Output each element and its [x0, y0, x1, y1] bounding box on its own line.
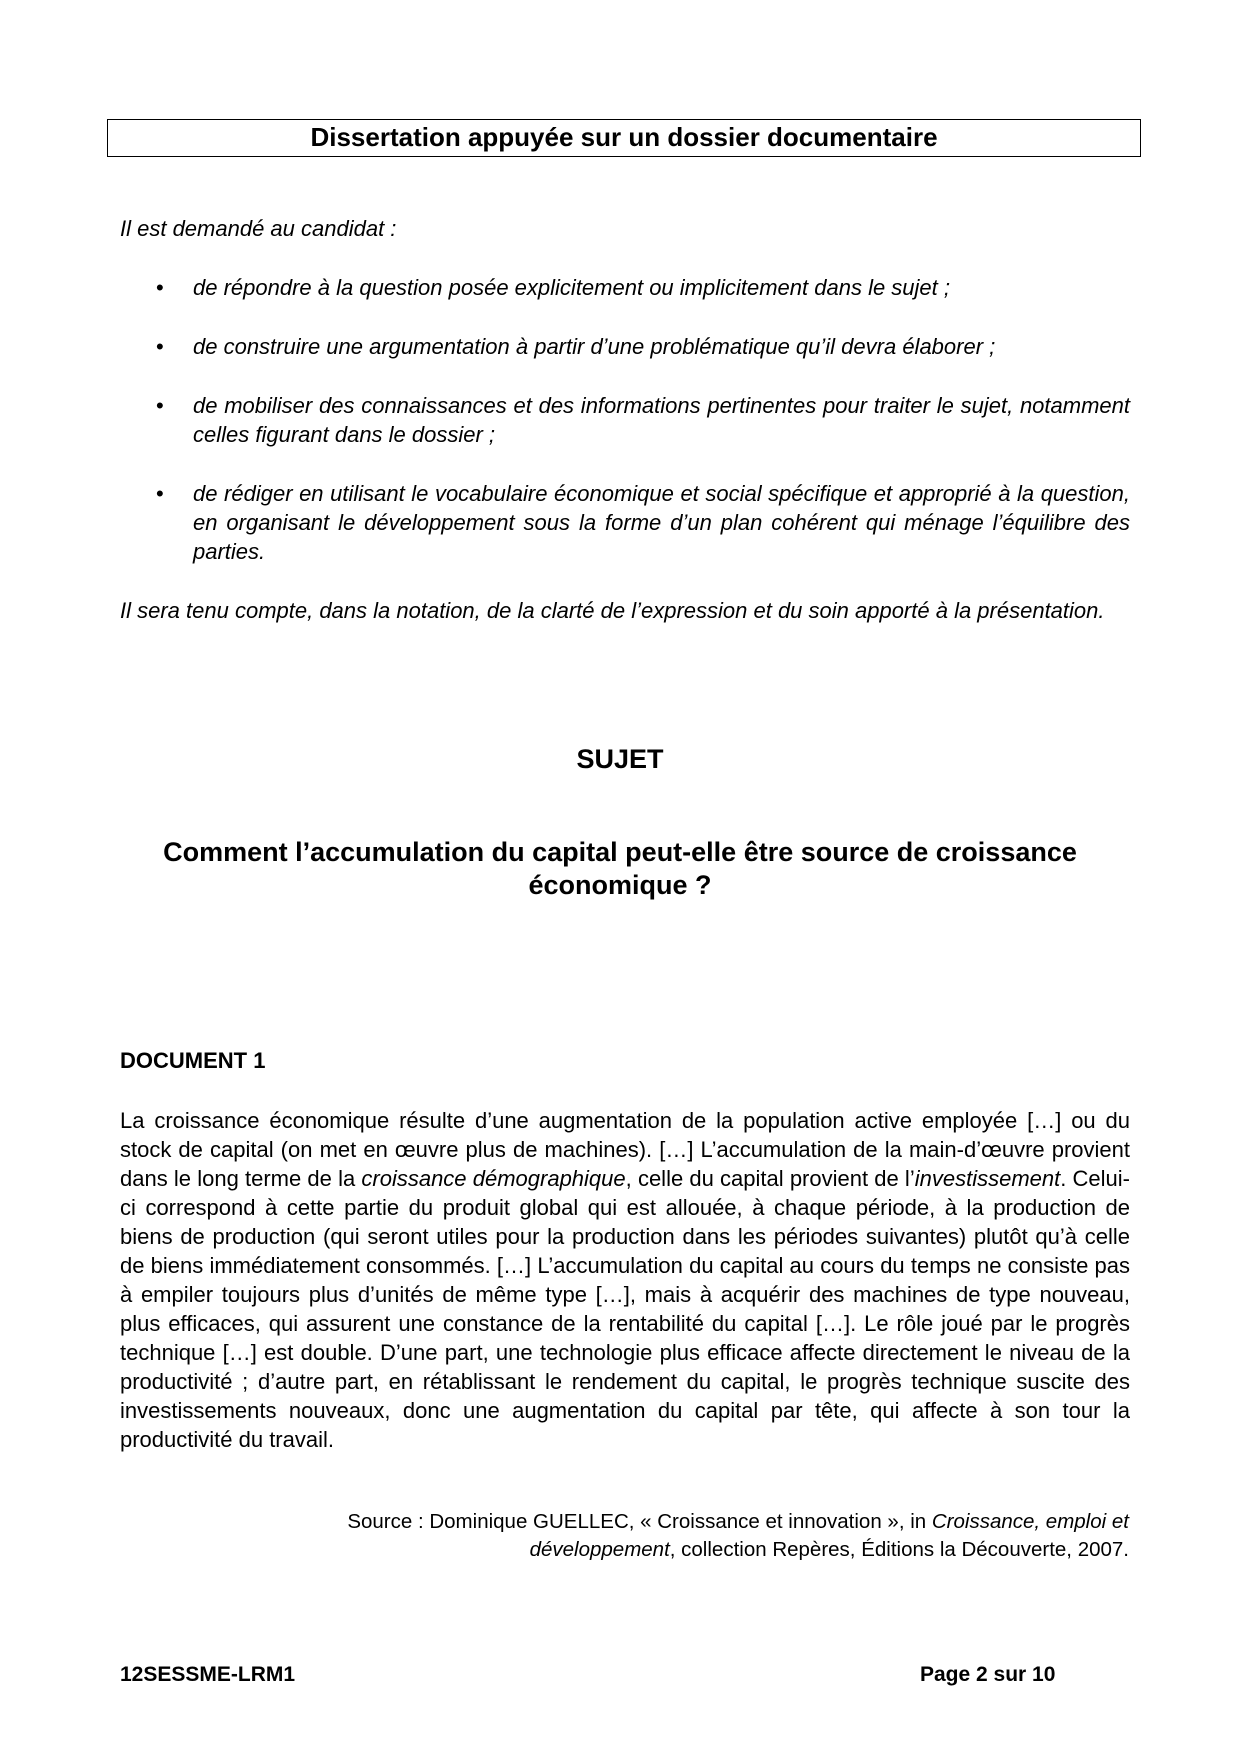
instruction-item: • de construire une argumentation à partir d’une problématique qu’il devra élaborer ;: [120, 332, 1130, 361]
instruction-item: • de mobiliser des connaissances et des informations pertinentes pour traiter le sujet, notamment celles figurant dans le dossier ;: [120, 391, 1130, 449]
instruction-item: • de rédiger en utilisant le vocabulaire économique et social spécifique et approprié à la question, en organisant le développement sous la forme d’un plan cohérent qui ménage l’équilibre des parties.: [120, 479, 1130, 566]
document-1-source: [229, 1508, 1129, 1564]
footer-code: 12SESSME-LRM1: [120, 1663, 296, 1686]
source-suffix: , collection Repères, Éditions la Découverte, 2007.: [669, 1538, 1129, 1561]
instructions-intro: Il est demandé au candidat :: [120, 216, 397, 241]
instructions-section: [120, 214, 1130, 625]
page-title: Dissertation appuyée sur un dossier documentaire: [107, 119, 1141, 157]
sujet-question: Comment l’accumulation du capital peut-elle être source de croissance économique ?: [163, 837, 1077, 900]
footer-page-number: Page 2 sur 10: [920, 1663, 1056, 1686]
instructions-closing: Il sera tenu compte, dans la notation, de la clarté de l’expression et du soin apporté à la présentation.: [120, 598, 1105, 623]
document-1-heading: DOCUMENT 1: [120, 1048, 266, 1073]
document-1-text-part: , celle du capital provient de l’: [625, 1166, 915, 1191]
document-1-text-part: . Celui-ci correspond à cette partie du produit global qui est allouée, à chaque période, à la production de biens de production (qui seront utiles pour la production dans les périodes suivantes) plutôt qu’à celle de biens immédiatement consommés. […] L’accumulation du capital au cours du temps ne consiste pas à empiler toujours plus d’unités de même type […], mais à acquérir des machines de type nouveau, plus efficaces, qui assurent une constance de la rentabilité du capital […]. Le rôle joué par le progrès technique […] est double. D’une part, une technologie plus efficace affecte directement le niveau de la productivité ; d’autre part, en rétablissant le rendement du capital, le progrès technique suscite des investissements nouveaux, donc une augmentation du capital par tête, qui affecte à son tour la productivité du travail.: [120, 1166, 1130, 1452]
document-1-emphasis: croissance démographique: [361, 1166, 626, 1191]
source-book-title: Croissance, emploi et développement: [529, 1510, 1129, 1561]
document-1-text: [120, 1106, 1130, 1454]
instructions-list: [120, 273, 1130, 566]
document-1-emphasis: investissement: [914, 1166, 1061, 1191]
source-prefix: Source : Dominique GUELLEC, « Croissance et innovation », in: [347, 1510, 932, 1533]
instruction-item: • de répondre à la question posée explicitement ou implicitement dans le sujet ;: [120, 273, 1130, 302]
document-1-text-part: La croissance économique résulte d’une augmentation de la population active employée […] ou du stock de capital (on met en œuvre plus de machines). […] L’accumulation de la main-d’œuvre provient dans le long terme de la: [120, 1108, 1130, 1191]
sujet-heading: SUJET: [576, 744, 664, 774]
